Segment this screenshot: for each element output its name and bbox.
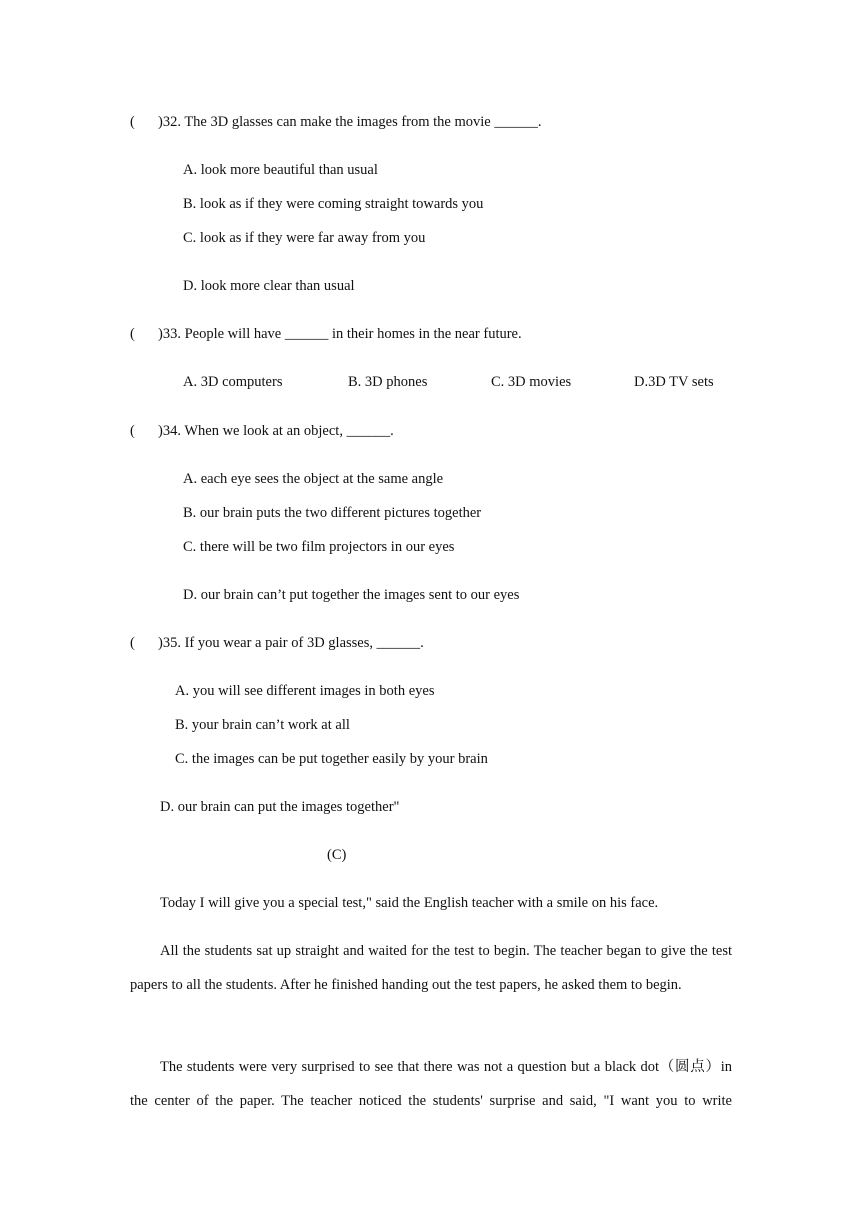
passage-paragraph-3 <box>130 1050 732 1118</box>
answer-paren: ( <box>130 635 135 651</box>
question-32 <box>130 113 542 131</box>
question-text: )33. People will have ______ in their homes in the near future. <box>158 326 522 342</box>
q34-option-b: B. our brain puts the two different pictures together <box>183 505 482 521</box>
q32-option-c: C. look as if they were far away from you <box>183 230 426 246</box>
q32-option-b: B. look as if they were coming straight towards you <box>183 196 484 212</box>
q34-option-c: C. there will be two film projectors in our eyes <box>183 539 455 555</box>
q34-option-a: A. each eye sees the object at the same angle <box>183 471 444 487</box>
q34-option-d: D. our brain can’t put together the images sent to our eyes <box>183 587 520 603</box>
passage-paragraph-2 <box>130 934 732 1002</box>
passage-paragraph-1 <box>130 886 732 920</box>
q35-option-a: A. you will see different images in both eyes <box>175 683 435 699</box>
question-33 <box>130 325 522 343</box>
q33-option-a: A. 3D computers <box>183 374 283 390</box>
answer-paren: ( <box>130 423 135 439</box>
answer-paren: ( <box>130 114 135 130</box>
paragraph-text: The students were very surprised to see that there was not a question but a black dot（圆点）in the center of the paper. The teacher noticed the students' surprise and said, "I want you to write <box>130 1059 732 1109</box>
q32-option-d: D. look more clear than usual <box>183 278 355 294</box>
question-text: )32. The 3D glasses can make the images from the movie ______. <box>158 114 542 130</box>
q33-option-c: C. 3D movies <box>491 374 572 390</box>
section-heading: (C) <box>327 847 347 863</box>
q32-option-a: A. look more beautiful than usual <box>183 162 378 178</box>
paragraph-text: All the students sat up straight and waited for the test to begin. The teacher began to give the test papers to all the students. After he finished handing out the test papers, he asked them to begin. <box>130 943 732 993</box>
answer-paren: ( <box>130 326 135 342</box>
question-text: )34. When we look at an object, ______. <box>158 423 394 439</box>
q35-option-b: B. your brain can’t work at all <box>175 717 350 733</box>
q35-option-c: C. the images can be put together easily by your brain <box>175 751 488 767</box>
question-34 <box>130 422 394 440</box>
q35-option-d: D. our brain can put the images together" <box>160 799 400 815</box>
q33-options-row <box>183 373 743 391</box>
question-35 <box>130 634 424 652</box>
q33-option-b: B. 3D phones <box>348 374 428 390</box>
q33-option-d: D.3D TV sets <box>634 374 714 390</box>
question-text: )35. If you wear a pair of 3D glasses, ______. <box>158 635 424 651</box>
paragraph-text: Today I will give you a special test," said the English teacher with a smile on his face. <box>160 895 659 911</box>
